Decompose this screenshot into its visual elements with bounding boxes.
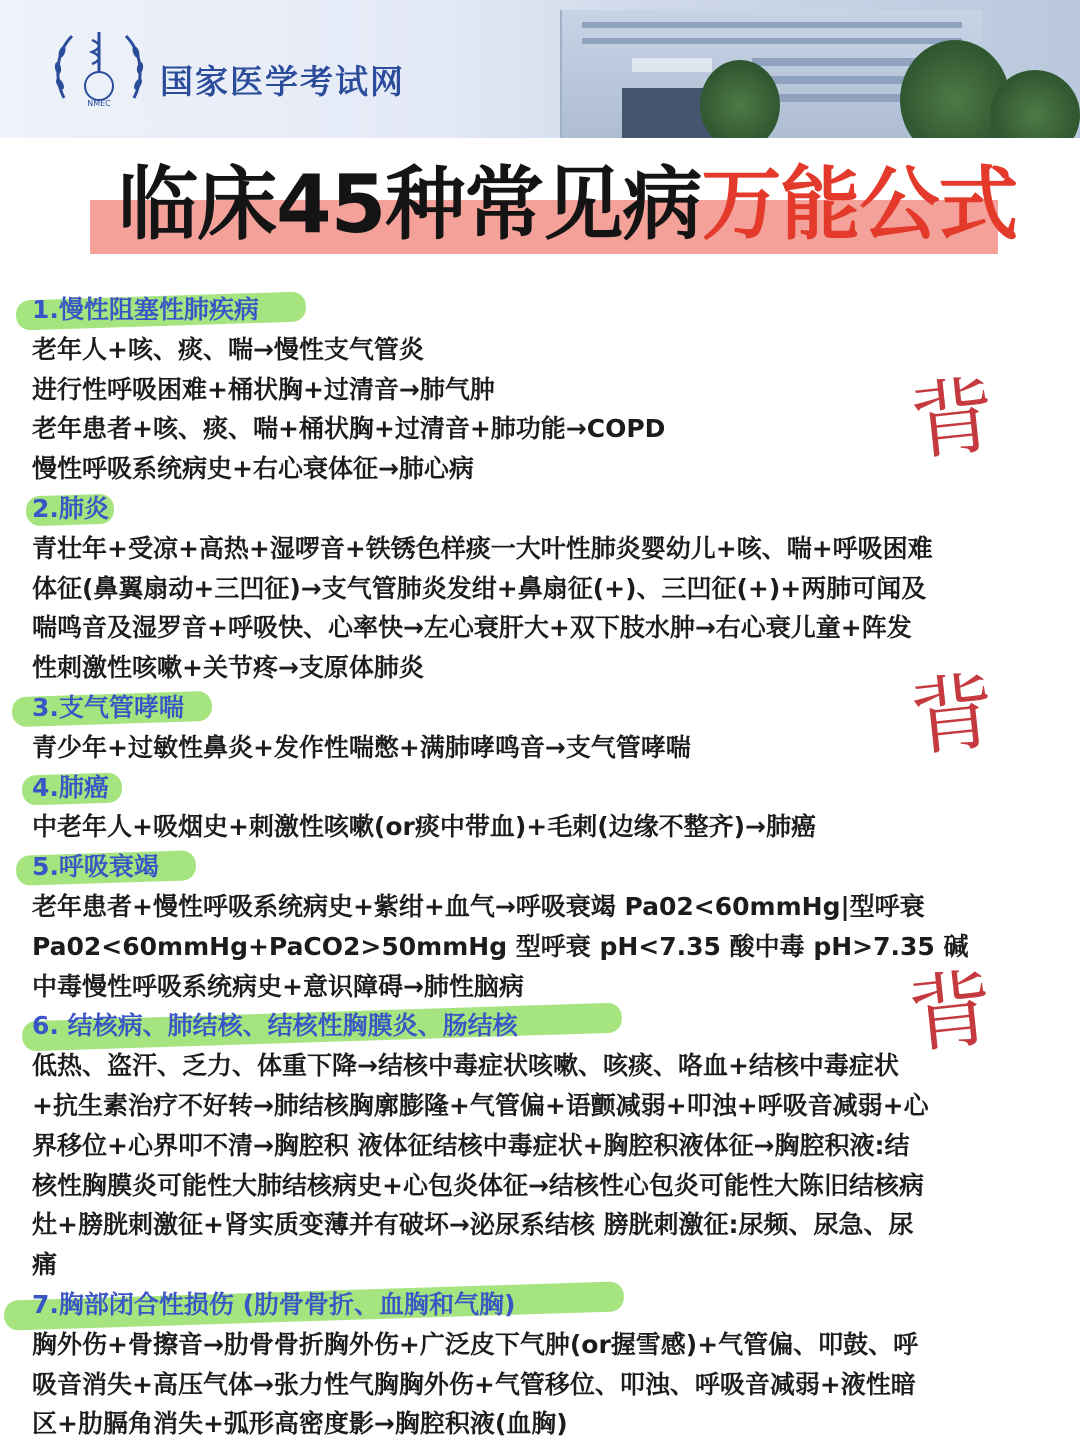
content-line: 体征(鼻翼扇动+三凹征)→支气管肺炎发绀+鼻扇征(+)、三凹征(+)+两肺可闻及 [32,573,927,603]
content-line: 老年人+咳、痰、喘→慢性支气管炎 [32,334,424,364]
content-line: 灶+膀胱刺激征+肾实质变薄并有破坏→泌尿系结核 膀胱刺激征:尿频、尿急、尿 [32,1210,914,1240]
section-heading: 3.支气管哮喘 [32,688,1062,728]
content-line: 界移位+心界叩不清→胸腔积 液体征结核中毒症状+胸腔积液体征→胸腔积液:结 [32,1130,910,1160]
content-line: +抗生素治疗不好转→肺结核胸廓膨隆+气管偏+语颤减弱+叩浊+呼吸音减弱+心 [32,1090,929,1120]
content-line: 性刺激性咳嗽+关节疼→支原体肺炎 [32,653,424,683]
page-title [118,160,1017,250]
memorize-mark: 背 [905,365,1000,473]
content-line: 痛 [32,1250,58,1280]
section-heading: 2.肺炎 [32,489,1062,529]
content-line: Pa02<60mmHg+PaCO2>50mmHg 型呼衰 pH<7.35 酸中毒 pH>7.35 碱 [32,931,969,961]
content-line: 核性胸膜炎可能性大肺结核病史+心包炎体征→结核性心包炎可能性大陈旧结核病 [32,1170,924,1200]
content-line: 中老年人+吸烟史+刺激性咳嗽(or痰中带血)+毛刺(边缘不整齐)→肺癌 [32,812,816,842]
title-part-black: 临床45种常见病 [118,158,702,251]
content-line: 区+肋膈角消失+弧形高密度影→胸腔积液(血胸) [32,1409,568,1439]
content-line: 中毒慢性呼吸系统病史+意识障碍→肺性脑病 [32,971,524,1001]
content-line: 青少年+过敏性鼻炎+发作性喘憋+满肺哮鸣音→支气管哮喘 [32,732,691,762]
content-body [32,290,1062,1444]
content-line: 老年患者+咳、痰、喘+桶状胸+过清音+肺功能→COPD [32,414,666,444]
content-line: 老年患者+慢性呼吸系统病史+紫绀+血气→呼吸衰竭 Pa02<60mmHg|型呼衰 [32,891,925,921]
title-part-red: 万能公式 [701,158,1018,251]
section-heading: 6. 结核病、肺结核、结核性胸膜炎、肠结核 [32,1006,1062,1046]
content-line: 青壮年+受凉+高热+湿啰音+铁锈色样痰一大叶性肺炎婴幼儿+咳、喘+呼吸困难 [32,533,933,563]
section-heading: 5.呼吸衰竭 [32,847,1062,887]
content-line: 进行性呼吸困难+桶状胸+过清音→肺气肿 [32,374,495,404]
site-name: 国家医学考试网 [160,62,405,101]
content-line: 喘鸣音及湿罗音+呼吸快、心率快→左心衰肝大+双下肢水肿→右心衰儿童+阵发 [32,613,912,643]
content-line: 吸音消失+高压气体→张力性气胸胸外伤+气管移位、叩浊、呼吸音减弱+液性暗 [32,1369,916,1399]
content-line: 胸外伤+骨擦音→肋骨骨折胸外伤+广泛皮下气肿(or握雪感)+气管偏、叩鼓、呼 [32,1329,919,1359]
content-line: 低热、盗汗、乏力、体重下降→结核中毒症状咳嗽、咳痰、咯血+结核中毒症状 [32,1051,899,1081]
nmec-logo-icon [52,28,146,112]
content-line: 慢性呼吸系统病史+右心衰体征→肺心病 [32,454,474,484]
memorize-mark: 背 [905,661,1000,769]
svg-text:NMEC: NMEC [87,99,111,108]
section-heading: 7.胸部闭合性损伤 (肋骨骨折、血胸和气胸) [32,1285,1062,1325]
header-banner [0,0,1080,138]
memorize-mark: 背 [903,958,998,1066]
section-heading: 1.慢性阻塞性肺疾病 [32,290,1062,330]
section-heading: 4.肺癌 [32,768,1062,808]
